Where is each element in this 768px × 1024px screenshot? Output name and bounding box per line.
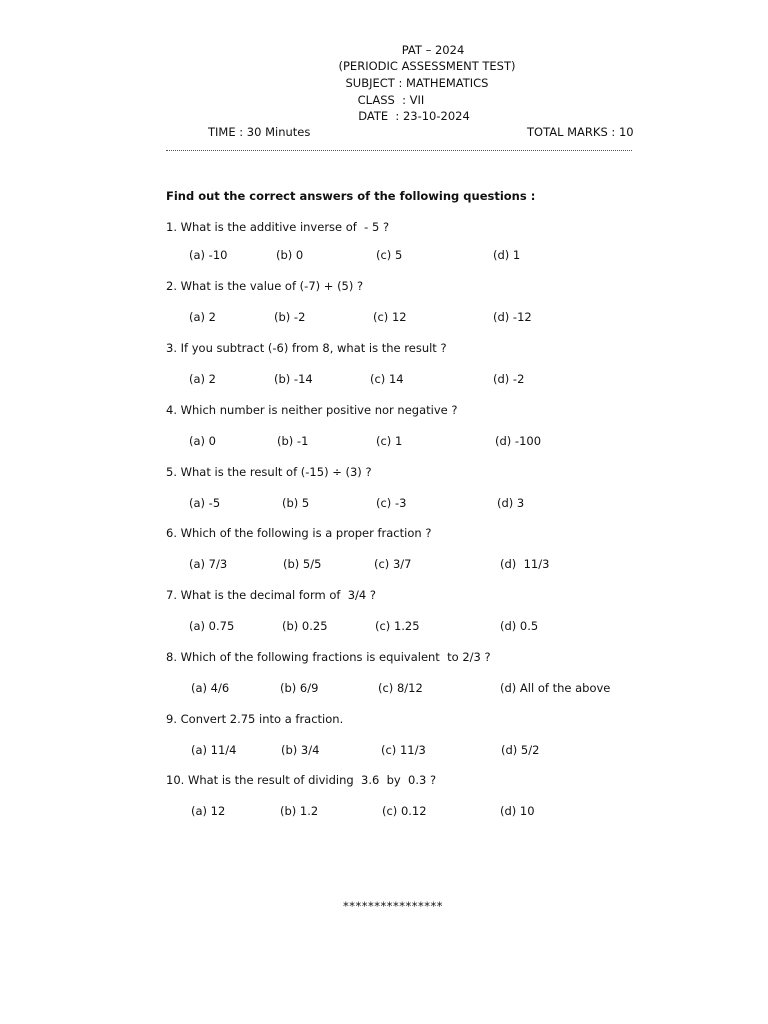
option-d: (d) 0.5 [500, 619, 539, 633]
option-d: (d) 3 [497, 496, 525, 510]
option-a: (a) -10 [189, 248, 228, 262]
option-c: (c) 5 [376, 248, 403, 262]
option-a: (a) 2 [189, 310, 216, 324]
date-line: DATE : 23-10-2024 [358, 109, 470, 123]
option-a: (a) 2 [189, 372, 216, 386]
option-a: (a) 0 [189, 434, 216, 448]
option-c: (c) 12 [373, 310, 407, 324]
option-b: (b) 1.2 [280, 804, 319, 818]
dotted-divider [166, 150, 632, 151]
option-c: (c) 1.25 [375, 619, 420, 633]
question-text: 1. What is the additive inverse of - 5 ? [166, 220, 390, 234]
option-d: (d) All of the above [500, 681, 611, 695]
option-d: (d) 1 [493, 248, 521, 262]
option-b: (b) 0.25 [282, 619, 328, 633]
option-b: (b) 3/4 [281, 743, 320, 757]
total-marks-label: TOTAL MARKS : 10 [527, 125, 634, 139]
option-b: (b) 5/5 [283, 557, 322, 571]
option-a: (a) 12 [191, 804, 226, 818]
option-c: (c) 0.12 [382, 804, 427, 818]
question-text: 9. Convert 2.75 into a fraction. [166, 712, 344, 726]
option-a: (a) -5 [189, 496, 221, 510]
class-line: CLASS : VII [357, 93, 425, 107]
option-d: (d) -12 [493, 310, 532, 324]
option-b: (b) 5 [282, 496, 310, 510]
question-text: 2. What is the value of (-7) + (5) ? [166, 279, 364, 293]
option-b: (b) -14 [274, 372, 313, 386]
option-c: (c) 14 [370, 372, 404, 386]
option-b: (b) 0 [276, 248, 304, 262]
option-c: (c) 11/3 [381, 743, 426, 757]
option-c: (c) 8/12 [378, 681, 423, 695]
time-label: TIME : 30 Minutes [208, 125, 311, 139]
option-c: (c) 1 [376, 434, 403, 448]
option-c: (c) 3/7 [374, 557, 412, 571]
option-a: (a) 11/4 [191, 743, 237, 757]
option-b: (b) -2 [274, 310, 306, 324]
option-d: (d) -2 [493, 372, 525, 386]
option-d: (d) 10 [500, 804, 535, 818]
option-d: (d) 5/2 [501, 743, 540, 757]
option-d: (d) -100 [495, 434, 542, 448]
instruction-heading: Find out the correct answers of the following questions : [166, 189, 536, 203]
question-text: 6. Which of the following is a proper fraction ? [166, 526, 432, 540]
subject-line: SUBJECT : MATHEMATICS [345, 76, 489, 90]
question-text: 5. What is the result of (-15) ÷ (3) ? [166, 465, 372, 479]
question-text: 8. Which of the following fractions is equivalent to 2/3 ? [166, 650, 491, 664]
question-text: 10. What is the result of dividing 3.6 by 0.3 ? [166, 773, 437, 787]
option-b: (b) 6/9 [280, 681, 319, 695]
question-text: 3. If you subtract (-6) from 8, what is the result ? [166, 341, 447, 355]
end-marker: **************** [343, 899, 443, 913]
option-c: (c) -3 [376, 496, 407, 510]
question-text: 7. What is the decimal form of 3/4 ? [166, 588, 376, 602]
option-d: (d) 11/3 [500, 557, 550, 571]
option-a: (a) 4/6 [191, 681, 230, 695]
option-b: (b) -1 [277, 434, 309, 448]
question-text: 4. Which number is neither positive nor negative ? [166, 403, 458, 417]
test-title: PAT – 2024 [401, 43, 465, 57]
option-a: (a) 7/3 [189, 557, 228, 571]
test-subtitle: (PERIODIC ASSESSMENT TEST) [338, 59, 516, 73]
option-a: (a) 0.75 [189, 619, 235, 633]
